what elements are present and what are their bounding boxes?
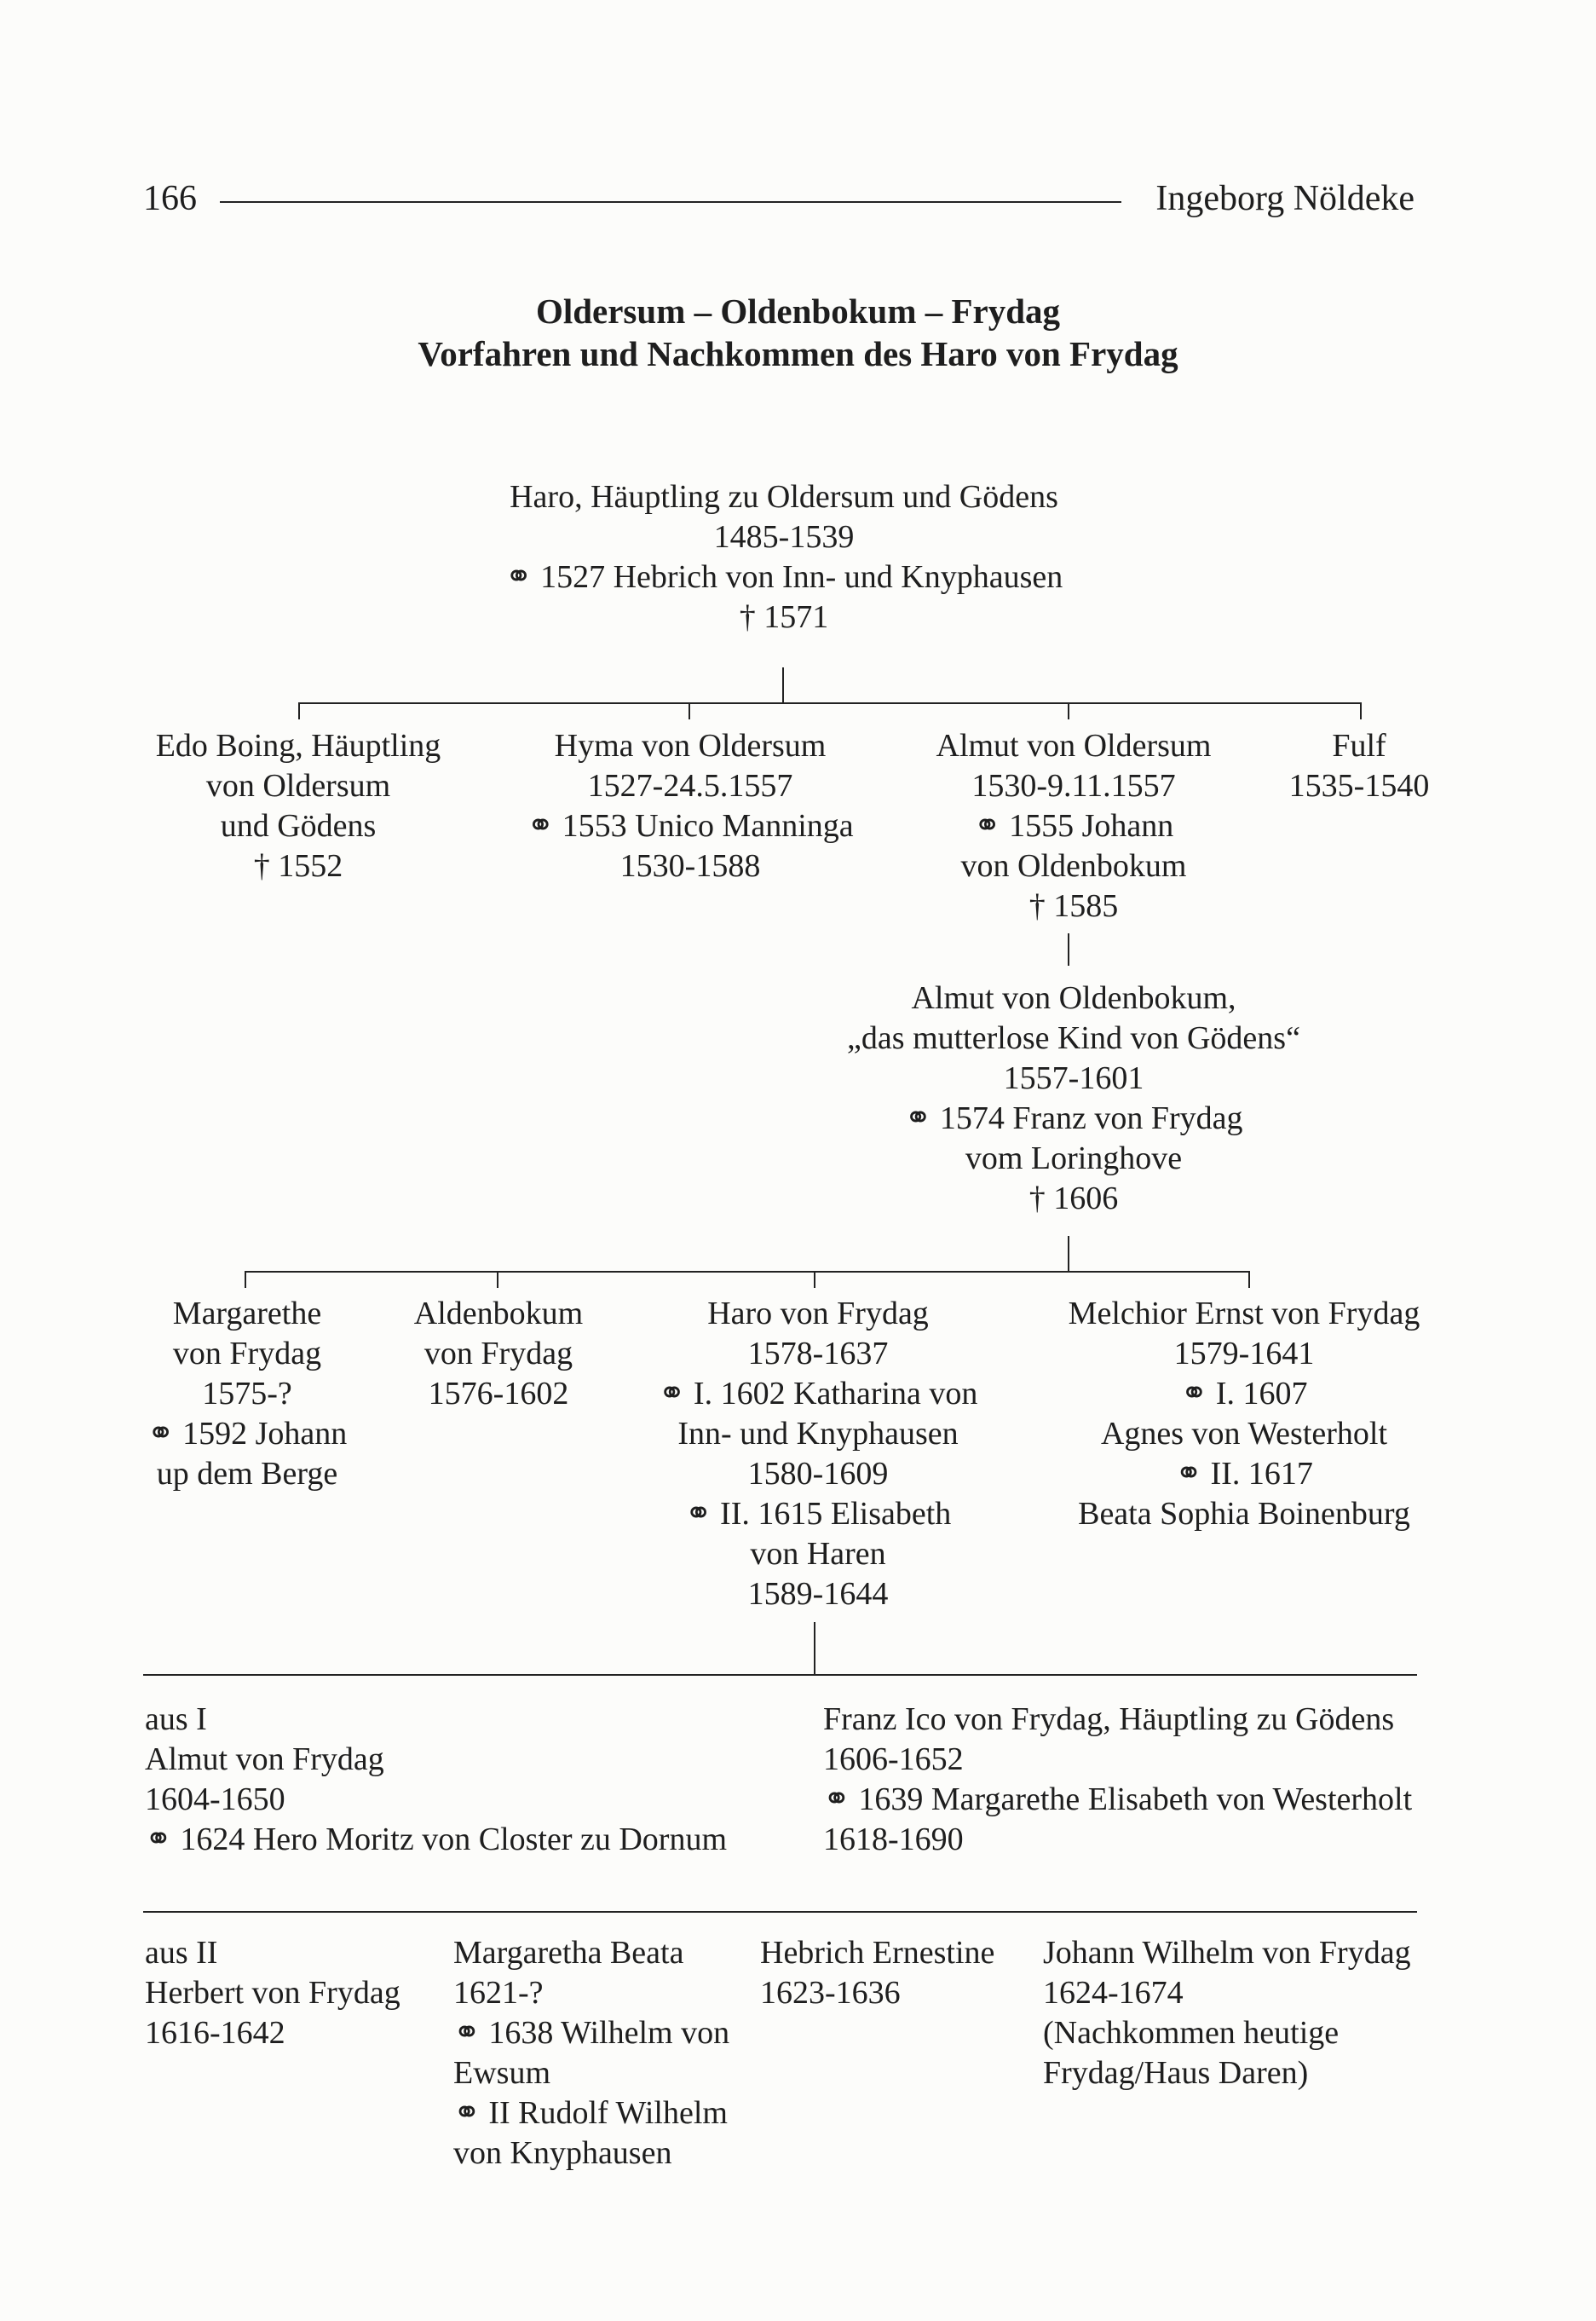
person-hebrich-ernestine bbox=[760, 1933, 994, 2013]
person-line: ⚭ I. 1607 bbox=[1180, 1376, 1308, 1412]
person-line: ⚭ 1574 Franz von Frydag bbox=[904, 1100, 1243, 1136]
rule-from-second bbox=[143, 1911, 1417, 1913]
person-line: 1621-? bbox=[453, 1975, 544, 2011]
person-line: ⚭ II. 1615 Elisabeth bbox=[684, 1496, 952, 1532]
children-first-marriage-left bbox=[145, 1700, 727, 1860]
person-line: 1623-1636 bbox=[760, 1975, 901, 2011]
person-line: (Nachkommen heutige bbox=[1043, 2015, 1340, 2051]
person-line: 1535-1540 bbox=[1288, 768, 1430, 804]
person-line: ⚭ 1592 Johann bbox=[147, 1416, 348, 1452]
person-almut bbox=[912, 726, 1236, 927]
connector-edo bbox=[298, 702, 300, 719]
connector-gen3-bar bbox=[245, 1271, 1250, 1273]
person-line: up dem Berge bbox=[156, 1456, 338, 1492]
person-line: Aldenbokum bbox=[413, 1296, 584, 1331]
person-line: ⚭ II. 1617 bbox=[1175, 1456, 1313, 1492]
person-line: von Haren bbox=[750, 1536, 886, 1572]
person-line: „das mutterlose Kind von Gödens“ bbox=[847, 1020, 1300, 1056]
person-line: von Knyphausen bbox=[453, 2135, 672, 2171]
person-margaretha-beata bbox=[453, 1933, 729, 2174]
children-first-marriage-right bbox=[823, 1700, 1412, 1860]
person-line: ⚭ 1624 Hero Moritz von Closter zu Dornum bbox=[145, 1822, 728, 1857]
person-line: ⚭ 1553 Unico Manninga bbox=[527, 808, 854, 844]
person-line: 1618-1690 bbox=[823, 1822, 964, 1857]
person-line: ⚭ 1555 Johann bbox=[973, 808, 1174, 844]
person-line: 1557-1601 bbox=[1003, 1060, 1144, 1096]
running-head-author: Ingeborg Nöldeke bbox=[1155, 179, 1415, 218]
connector-haro-children bbox=[814, 1622, 815, 1675]
person-line: ⚭ 1639 Margarethe Elisabeth von Westerholt bbox=[823, 1781, 1413, 1817]
person-johann-wilhelm bbox=[1043, 1933, 1411, 2093]
connector-almut bbox=[1068, 702, 1069, 719]
person-line: † 1552 bbox=[253, 848, 343, 884]
person-line: Hyma von Oldersum bbox=[554, 728, 827, 764]
person-line: 1530-9.11.1557 bbox=[971, 768, 1176, 804]
person-line: Franz Ico von Frydag, Häuptling zu Gödens bbox=[823, 1701, 1395, 1737]
person-line: und Gödens bbox=[220, 808, 377, 844]
person-aldenbokum bbox=[375, 1294, 622, 1414]
person-fulf bbox=[1270, 726, 1449, 806]
connector-gen1-bar bbox=[298, 702, 1362, 704]
person-line: Herbert von Frydag bbox=[145, 1975, 400, 2011]
person-line: Fulf bbox=[1332, 728, 1386, 764]
person-margarethe bbox=[119, 1294, 375, 1494]
person-line: Almut von Frydag bbox=[145, 1741, 384, 1777]
person-line: 1580-1609 bbox=[747, 1456, 889, 1492]
person-line: ⚭ 1638 Wilhelm von bbox=[453, 2015, 730, 2051]
page-number: 166 bbox=[143, 179, 197, 218]
connector-gen3-down bbox=[1068, 1236, 1069, 1272]
section-label: aus I bbox=[145, 1701, 207, 1737]
person-line: 1576-1602 bbox=[428, 1376, 569, 1412]
page-title bbox=[0, 290, 1596, 375]
connector-aldenbokum bbox=[497, 1271, 498, 1288]
person-line: von Frydag bbox=[423, 1336, 573, 1371]
connector-haro bbox=[814, 1271, 815, 1288]
rule-from-first bbox=[143, 1674, 1417, 1676]
person-line: Margarethe bbox=[172, 1296, 322, 1331]
person-line: ⚭ II Rudolf Wilhelm bbox=[453, 2095, 728, 2131]
person-line: 1579-1641 bbox=[1173, 1336, 1315, 1371]
person-line: von Oldenbokum bbox=[960, 848, 1187, 884]
person-line: Almut von Oldersum bbox=[936, 728, 1212, 764]
person-almut-oldenbokum bbox=[767, 979, 1380, 1219]
person-line: 1530-1588 bbox=[619, 848, 761, 884]
person-line: 1616-1642 bbox=[145, 2015, 285, 2051]
person-haro-frydag bbox=[631, 1294, 1005, 1614]
connector-root-down bbox=[782, 667, 784, 703]
connector-margarethe bbox=[245, 1271, 246, 1288]
person-line: Agnes von Westerholt bbox=[1100, 1416, 1388, 1452]
person-line: Hebrich Ernestine bbox=[760, 1935, 995, 1971]
person-line: Melchior Ernst von Frydag bbox=[1068, 1296, 1420, 1331]
person-line: 1589-1644 bbox=[747, 1576, 889, 1612]
root-marriage: ⚭ 1527 Hebrich von Inn- und Knyphausen bbox=[504, 559, 1063, 595]
connector-melchior bbox=[1248, 1271, 1250, 1288]
person-line: 1575-? bbox=[202, 1376, 292, 1412]
person-line: 1624-1674 bbox=[1043, 1975, 1184, 2011]
connector-fulf bbox=[1360, 702, 1362, 719]
person-herbert bbox=[145, 1933, 400, 2053]
header-rule bbox=[220, 201, 1121, 203]
person-line: Margaretha Beata bbox=[453, 1935, 684, 1971]
title-line-1: Oldersum – Oldenbokum – Frydag bbox=[535, 292, 1061, 331]
person-line: Edo Boing, Häuptling bbox=[155, 728, 441, 764]
person-line: Frydag/Haus Daren) bbox=[1043, 2055, 1309, 2091]
person-line: † 1585 bbox=[1028, 888, 1119, 924]
person-line: ⚭ I. 1602 Katharina von bbox=[658, 1376, 978, 1412]
person-line: Inn- und Knyphausen bbox=[677, 1416, 959, 1452]
person-line: von Frydag bbox=[172, 1336, 322, 1371]
person-melchior bbox=[1040, 1294, 1449, 1534]
root-name: Haro, Häuptling zu Oldersum und Gödens bbox=[510, 479, 1058, 515]
person-line: 1578-1637 bbox=[747, 1336, 889, 1371]
section-label: aus II bbox=[145, 1935, 218, 1971]
person-line: Johann Wilhelm von Frydag bbox=[1043, 1935, 1411, 1971]
person-line: Ewsum bbox=[453, 2055, 550, 2091]
person-line: 1606-1652 bbox=[823, 1741, 964, 1777]
root-person bbox=[426, 477, 1142, 638]
person-line: † 1606 bbox=[1028, 1181, 1119, 1216]
person-line: 1604-1650 bbox=[145, 1781, 285, 1817]
connector-hyma bbox=[689, 702, 690, 719]
root-dates: 1485-1539 bbox=[713, 519, 855, 555]
person-hyma bbox=[494, 726, 886, 886]
person-line: 1527-24.5.1557 bbox=[587, 768, 793, 804]
root-death: † 1571 bbox=[739, 599, 829, 635]
person-edo bbox=[128, 726, 469, 886]
person-line: Almut von Oldenbokum, bbox=[911, 980, 1236, 1016]
person-line: Beata Sophia Boinenburg bbox=[1078, 1496, 1410, 1532]
person-line: von Oldersum bbox=[205, 768, 391, 804]
person-line: Haro von Frydag bbox=[707, 1296, 929, 1331]
title-line-2: Vorfahren und Nachkommen des Haro von Frydag bbox=[418, 334, 1178, 373]
connector-almut-child bbox=[1068, 933, 1069, 966]
person-line: vom Loringhove bbox=[965, 1140, 1183, 1176]
